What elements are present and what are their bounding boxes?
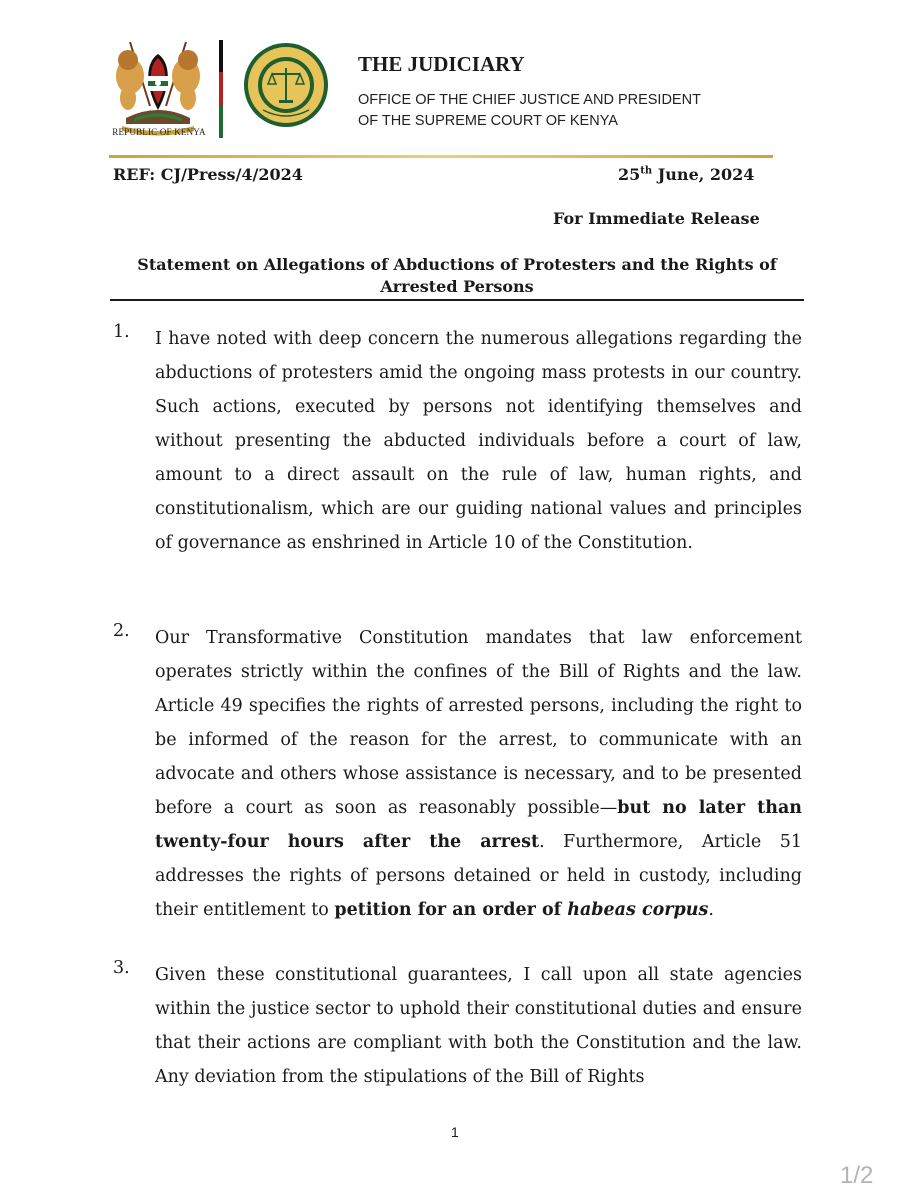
paragraph-2-text-c: . [708, 900, 714, 920]
paragraph-2-text-b: . Furthermore, Article 51 addresses the rights of persons detained or held in custody, including their entitlement to [155, 832, 802, 920]
paragraph-2 [155, 621, 802, 927]
paragraph-3: Given these constitutional guarantees, I call upon all state agencies within the justice sector to uphold their constitutional duties and ensure that their actions are compliant with both the Constitution and the law. Any deviation from the stipulations of the Bill of Rights [155, 965, 802, 1087]
statement-title: Statement on Allegations of Abductions of Protesters and the Rights of Arrested Persons [137, 255, 777, 296]
paragraph-1: I have noted with deep concern the numerous allegations regarding the abductions of protesters amid the ongoing mass protests in our country. Such actions, executed by persons not identifying themselves and without presenting the abducted individuals before a court of law, amount to a direct assault on the rule of law, human rights, and constitutionalism, which are our guiding national values and principles of governance as enshrined in Article 10 of the Constitution. [155, 329, 802, 553]
reference-number: REF: CJ/Press/4/2024 [113, 165, 303, 184]
date-day: 25 [618, 165, 641, 184]
letterhead-divider [109, 155, 773, 158]
paragraph-2-bold-italic: habeas corpus [567, 900, 709, 920]
release-date [618, 165, 754, 184]
page-indicator: 1/2 [840, 1162, 874, 1189]
judiciary-seal-logo [241, 38, 331, 132]
paragraph-number: 3. [113, 958, 130, 978]
paragraph-2-bold-b: petition for an order of [334, 900, 568, 920]
date-suffix: th [640, 165, 653, 177]
office-subtitle-line-1: OFFICE OF THE CHIEF JUSTICE AND PRESIDENT [358, 92, 701, 108]
flag-divider [219, 40, 223, 138]
paragraph-number: 1. [113, 322, 130, 342]
date-rest: June, 2024 [652, 165, 755, 184]
page-number: 1 [451, 1124, 459, 1140]
paragraph-number: 2. [113, 621, 130, 641]
coat-caption: REPUBLIC OF KENYA [112, 127, 206, 137]
paragraph-2-text-a: Our Transformative Constitution mandates that law enforcement operates strictly within the confines of the Bill of Rights and the law. Article 49 specifies the rights of arrested persons, including the right to be informed of the reason for the arrest, to communicate with an advocate and others whose assistance is necessary, and to be presented before a court as soon as reasonably possible— [155, 628, 802, 818]
release-notice: For Immediate Release [553, 209, 760, 228]
office-subtitle-line-2: OF THE SUPREME COURT OF KENYA [358, 113, 618, 129]
title-underline [110, 299, 804, 301]
paragraph-2-bold-a: but no later than twenty-four hours after the arrest [155, 798, 803, 852]
institution-title: THE JUDICIARY [358, 52, 525, 76]
coat-of-arms-logo [108, 36, 208, 140]
